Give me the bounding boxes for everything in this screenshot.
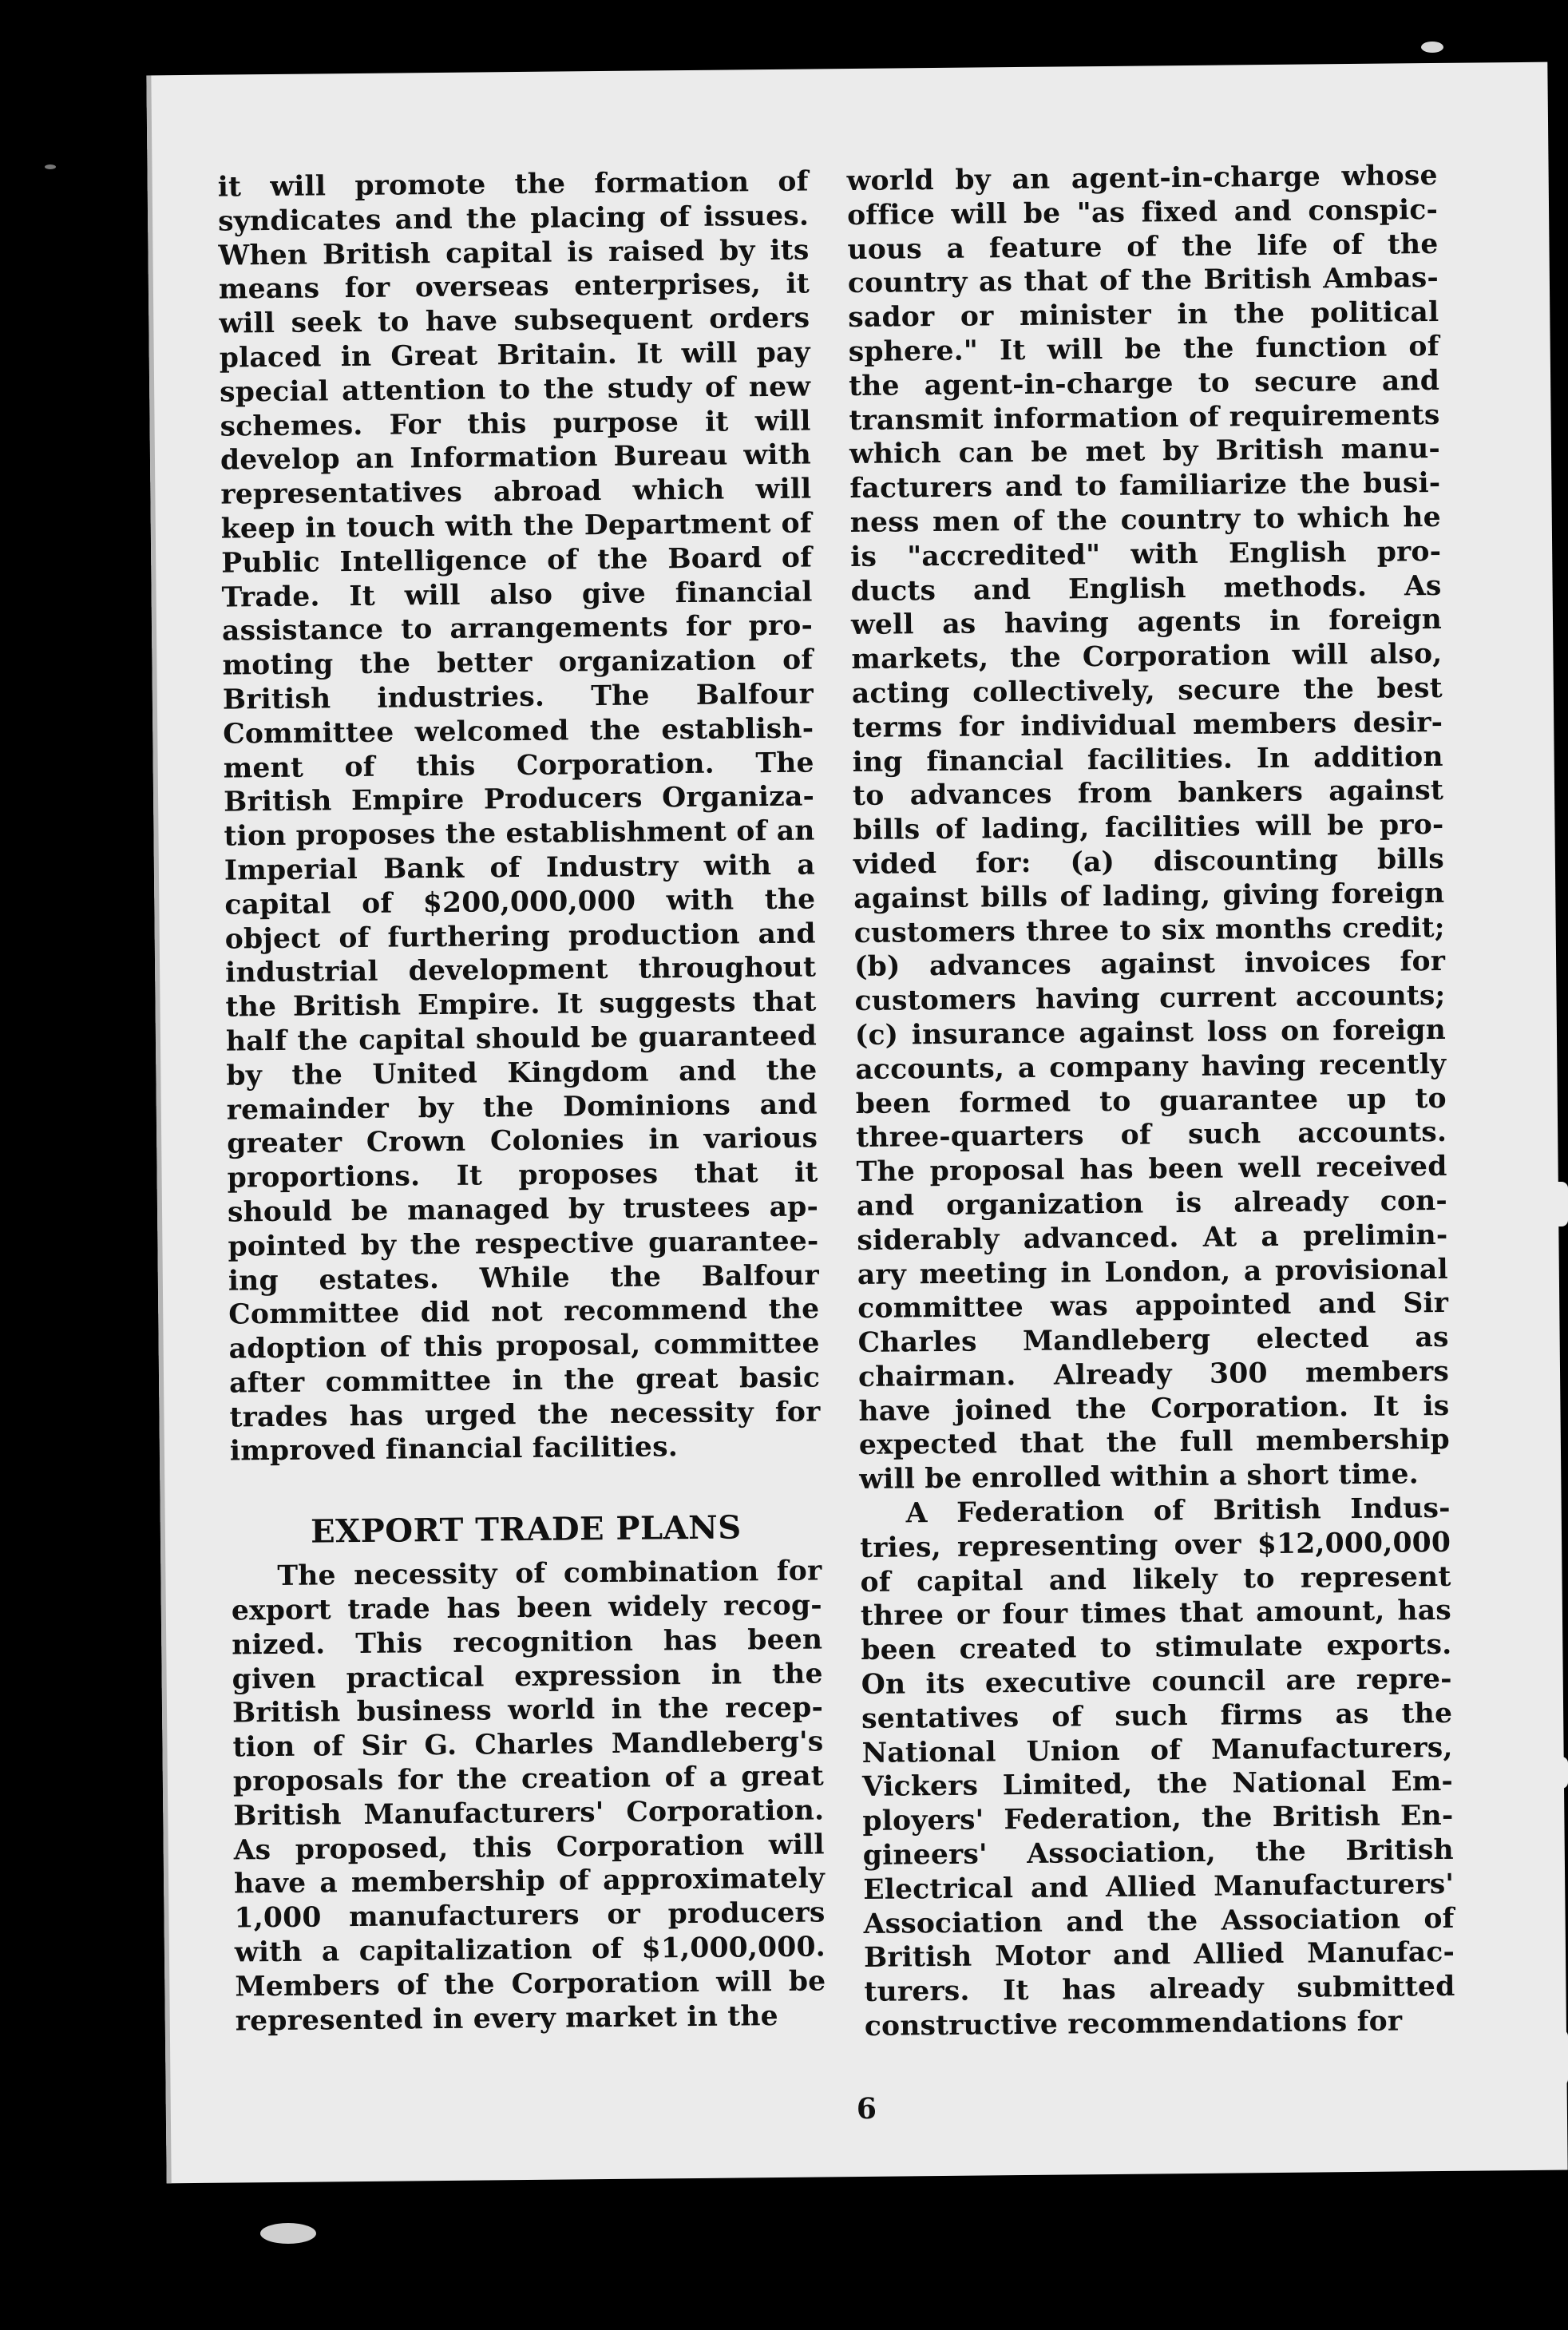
text-line: expected that the full membership bbox=[858, 1424, 1451, 1462]
text-line: Electrical and Allied Manufacturers' bbox=[863, 1868, 1455, 1906]
text-line: pointed by the respective guarantee- bbox=[228, 1225, 819, 1263]
text-line: nized. This recognition has been bbox=[232, 1623, 823, 1662]
text-line: country as that of the British Ambas- bbox=[847, 262, 1439, 300]
text-line: adoption of this proposal, committee bbox=[228, 1327, 820, 1365]
text-line: means for overseas enterprises, it bbox=[218, 267, 810, 307]
text-line: facturers and to familiarize the busi- bbox=[849, 467, 1441, 505]
text-line: against bills of lading, giving foreign bbox=[853, 877, 1445, 915]
text-line: vided for: (a) discounting bills bbox=[853, 842, 1445, 881]
text-line: and organization is already con- bbox=[856, 1184, 1448, 1222]
text-line: is "accredited" with English pro- bbox=[850, 535, 1442, 573]
text-line: half the capital should be guaranteed bbox=[225, 1020, 818, 1058]
text-line: Vickers Limited, the National Em- bbox=[861, 1765, 1454, 1804]
text-line: three or four times that amount, has bbox=[860, 1595, 1452, 1633]
text-line: The proposal has been well received bbox=[856, 1151, 1447, 1189]
text-line: tries, representing over $12,000,000 bbox=[859, 1526, 1451, 1564]
right-column bbox=[846, 159, 1455, 2044]
text-line: Committee did not recommend the bbox=[228, 1293, 820, 1331]
text-line: after committee in the great basic bbox=[228, 1361, 821, 1400]
page-edge-tab bbox=[1549, 1182, 1568, 1226]
text-line: bills of lading, facilities will be pro- bbox=[853, 809, 1444, 847]
text-line: placed in Great Britain. It will pay bbox=[219, 336, 810, 374]
page-number: 6 bbox=[856, 2091, 877, 2126]
text-line: Public Intelligence of the Board of bbox=[221, 541, 813, 580]
text-line: chairman. Already 300 members bbox=[857, 1355, 1450, 1393]
text-line: 1,000 manufacturers or producers bbox=[234, 1896, 826, 1935]
text-line: been formed to guarantee up to bbox=[855, 1082, 1447, 1120]
text-line: keep in touch with the Department of bbox=[220, 507, 812, 545]
text-line: proportions. It proposes that it bbox=[227, 1156, 818, 1195]
text-line: schemes. For this purpose it will bbox=[220, 405, 811, 443]
text-line: given practical expression in the bbox=[232, 1658, 823, 1696]
text-line: uous a feature of the life of the bbox=[847, 228, 1439, 266]
text-line: tion proposes the establishment of an bbox=[224, 814, 815, 853]
page-edge-tab bbox=[1554, 1757, 1568, 1789]
text-line: will be enrolled within a short time. bbox=[859, 1458, 1420, 1496]
text-line: special attention to the study of new bbox=[219, 371, 811, 409]
text-line: Committee welcomed the establish- bbox=[223, 712, 814, 751]
text-line: capital of $200,000,000 with the bbox=[224, 883, 816, 921]
text-line: (b) advances against invoices for bbox=[853, 945, 1446, 984]
text-line: have a membership of approximately bbox=[233, 1862, 826, 1900]
page-edge-tab bbox=[1539, 2030, 1568, 2086]
text-line: it will promote the formation of bbox=[217, 165, 809, 204]
left-column-paragraph bbox=[218, 165, 822, 1469]
text-line: (c) insurance against loss on foreign bbox=[854, 1013, 1447, 1052]
right-column-second-paragraph bbox=[860, 1492, 1456, 2044]
text-line: with a capitalization of $1,000,000. bbox=[234, 1931, 826, 1969]
text-line: ary meeting in London, a provisional bbox=[857, 1253, 1448, 1291]
text-line: customers having current accounts; bbox=[854, 980, 1446, 1018]
text-line: constructive recommendations for bbox=[864, 2005, 1403, 2043]
text-line: When British capital is raised by its bbox=[218, 234, 810, 272]
text-line: three-quarters of such accounts. bbox=[855, 1116, 1447, 1155]
text-line: As proposed, this Corporation will bbox=[233, 1829, 825, 1867]
text-line: gineers' Association, the British bbox=[862, 1833, 1454, 1872]
text-line: develop an Information Bureau with bbox=[220, 438, 812, 477]
text-line: markets, the Corporation will also, bbox=[851, 638, 1443, 676]
text-line: On its executive council are repre- bbox=[861, 1662, 1452, 1702]
text-line: will seek to have subsequent orders bbox=[219, 302, 810, 340]
text-line: sador or minister in the political bbox=[848, 296, 1439, 335]
text-line: the agent-in-charge to secure and bbox=[848, 364, 1440, 402]
text-line: transmit information of requirements bbox=[849, 398, 1440, 437]
text-line: syndicates and the placing of issues. bbox=[217, 200, 810, 238]
text-line: ing financial facilities. In addition bbox=[852, 740, 1443, 779]
text-line: terms for individual members desir- bbox=[852, 706, 1443, 744]
text-line: siderably advanced. At a prelimin- bbox=[857, 1218, 1448, 1257]
text-line: British Manufacturers' Corporation. bbox=[233, 1794, 825, 1833]
text-line: office will be "as fixed and conspic- bbox=[846, 193, 1439, 232]
text-line: turers. It has already submitted bbox=[864, 1971, 1455, 2009]
text-line: assistance to arrangements for pro- bbox=[221, 609, 814, 648]
text-line: well as having agents in foreign bbox=[850, 604, 1443, 642]
text-line: remainder by the Dominions and bbox=[226, 1088, 818, 1127]
text-line: by the United Kingdom and the bbox=[226, 1054, 818, 1092]
text-line: A Federation of British Indus- bbox=[905, 1492, 1451, 1530]
text-line: representatives abroad which will bbox=[220, 473, 812, 511]
text-line: sentatives of such firms as the bbox=[861, 1697, 1453, 1735]
text-line: ducts and English methods. As bbox=[850, 569, 1442, 608]
text-line: of capital and likely to represent bbox=[860, 1560, 1451, 1599]
scan-speck bbox=[1421, 42, 1443, 53]
text-line: which can be met by British manu- bbox=[849, 433, 1441, 471]
text-line: accounts, a company having recently bbox=[855, 1048, 1447, 1086]
text-line: National Union of Manufacturers, bbox=[861, 1731, 1453, 1769]
text-line: ing estates. While the Balfour bbox=[228, 1258, 820, 1298]
section-heading: EXPORT TRADE PLANS bbox=[310, 1508, 742, 1551]
text-line: tion of Sir G. Charles Mandleberg's bbox=[232, 1726, 824, 1764]
text-line: improved financial facilities. bbox=[229, 1431, 679, 1468]
text-line: proposals for the creation of a great bbox=[232, 1760, 825, 1798]
text-line: object of furthering production and bbox=[224, 917, 816, 956]
text-line: British industries. The Balfour bbox=[222, 678, 814, 716]
text-line: moting the better organization of bbox=[222, 644, 814, 682]
text-line: Imperial Bank of Industry with a bbox=[224, 849, 816, 887]
text-line: trades has urged the necessity for bbox=[229, 1396, 821, 1434]
text-line: customers three to six months credit; bbox=[853, 911, 1445, 949]
text-line: export trade has been widely recog- bbox=[231, 1589, 822, 1627]
text-line: Charles Mandleberg elected as bbox=[857, 1321, 1449, 1360]
text-line: have joined the Corporation. It is bbox=[858, 1389, 1450, 1428]
text-line: been created to stimulate exports. bbox=[861, 1629, 1452, 1667]
text-line: The necessity of combination for bbox=[277, 1555, 822, 1593]
text-line: Association and the Association of bbox=[863, 1902, 1455, 1940]
text-line: ployers' Federation, the British En- bbox=[862, 1800, 1454, 1838]
scan-speck bbox=[45, 164, 56, 169]
text-line: the British Empire. It suggests that bbox=[225, 985, 817, 1024]
document-page bbox=[146, 62, 1567, 2184]
text-line: to advances from bankers against bbox=[852, 775, 1444, 813]
text-line: represented in every market in the bbox=[235, 1999, 778, 2038]
text-line: sphere." It will be the function of bbox=[848, 330, 1439, 369]
text-line: British business world in the recep- bbox=[232, 1691, 824, 1730]
text-line: greater Crown Colonies in various bbox=[227, 1122, 818, 1160]
text-line: world by an agent-in-charge whose bbox=[846, 159, 1438, 198]
text-line: British Motor and Allied Manufac- bbox=[863, 1936, 1455, 1975]
text-line: ness men of the country to which he bbox=[849, 501, 1441, 540]
text-line: ment of this Corporation. The bbox=[223, 747, 814, 785]
text-line: British Empire Producers Organiza- bbox=[223, 780, 815, 818]
text-line: committee was appointed and Sir bbox=[857, 1287, 1449, 1325]
text-line: should be managed by trustees ap- bbox=[227, 1191, 819, 1229]
text-line: industrial development throughout bbox=[224, 951, 817, 989]
text-line: Members of the Corporation will be bbox=[235, 1965, 826, 2003]
left-column-section-paragraph bbox=[231, 1555, 826, 2039]
scan-speck bbox=[260, 2223, 316, 2244]
text-line: acting collectively, secure the best bbox=[851, 672, 1443, 710]
text-line: Trade. It will also give financial bbox=[221, 576, 813, 614]
left-column bbox=[218, 165, 826, 2039]
right-column-paragraph bbox=[846, 159, 1450, 1497]
